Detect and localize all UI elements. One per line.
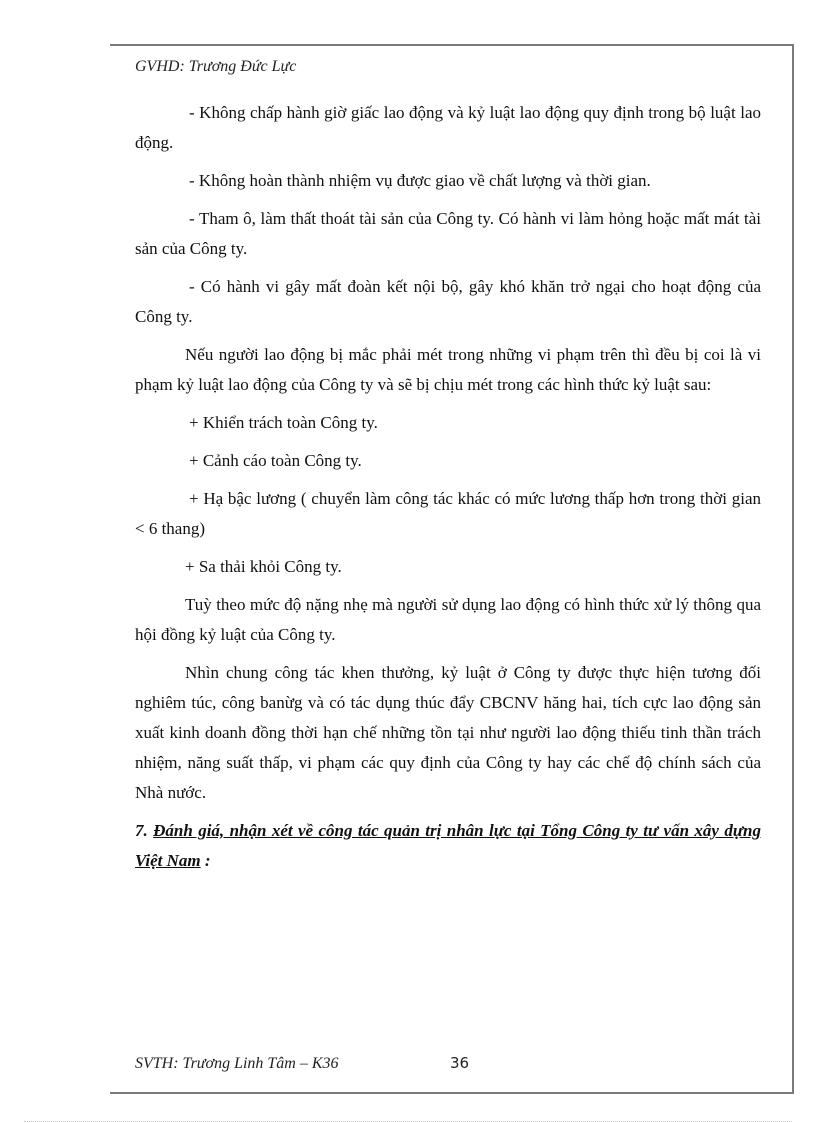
page-edge-divider [24,1121,792,1122]
paragraph: Nếu người lao động bị mắc phải mét trong những vi phạm trên thì đều bị coi là vi phạm kỷ luật lao động của Công ty và sẽ bị chịu mét trong các hình thức kỷ luật sau: [135,345,761,394]
section-number: 7. [135,821,148,840]
paragraph: - Có hành vi gây mất đoàn kết nội bộ, gây khó khăn trở ngại cho hoạt động của Công ty. [135,277,761,326]
list-item: + Sa thải khỏi Công ty. [185,557,342,576]
list-item: + Cảnh cáo toàn Công ty. [189,451,362,470]
list-item: + Khiển trách toàn Công ty. [189,413,378,432]
section-title: Đánh giá, nhận xét về công tác quản trị nhân lực tại Tổng Công ty tư vấn xây dựng Việt Nam [135,821,761,870]
paragraph: Nhìn chung công tác khen thưởng, kỷ luật ở Công ty được thực hiện tương đối nghiêm túc, công banừg và có tác dụng thúc đẩy CBCNV hăng hai, tích cực lao động sản xuất kinh doanh đồng thời hạn chế những tồn tại như người lao động thiếu tinh thần trách nhiệm, năng suất thấp, vi phạm các quy định của Công ty hay các chế độ chính sách của Nhà nước. [135,663,761,802]
paragraph: - Không hoàn thành nhiệm vụ được giao về chất lượng và thời gian. [189,171,651,190]
paragraph: Tuỳ theo mức độ nặng nhẹ mà người sử dụng lao động có hình thức xử lý thông qua hội đồng kỷ luật của Công ty. [135,595,761,644]
page-number: 36 [450,1054,470,1072]
document-body [135,98,761,884]
section-suffix: : [200,851,211,870]
list-item: + Hạ bậc lương ( chuyển làm công tác khác có mức lương thấp hơn trong thời gian < 6 thang) [135,489,761,538]
page-header: GVHD: Trương Đức Lực [135,58,297,75]
page-footer: SVTH: Trương Linh Tâm – K36 [135,1055,339,1072]
paragraph: - Tham ô, làm thất thoát tài sản của Công ty. Có hành vi làm hỏng hoặc mất mát tài sản của Công ty. [135,209,761,258]
paragraph: - Không chấp hành giờ giấc lao động và kỷ luật lao động quy định trong bộ luật lao động. [135,103,761,152]
section-heading [135,816,761,876]
